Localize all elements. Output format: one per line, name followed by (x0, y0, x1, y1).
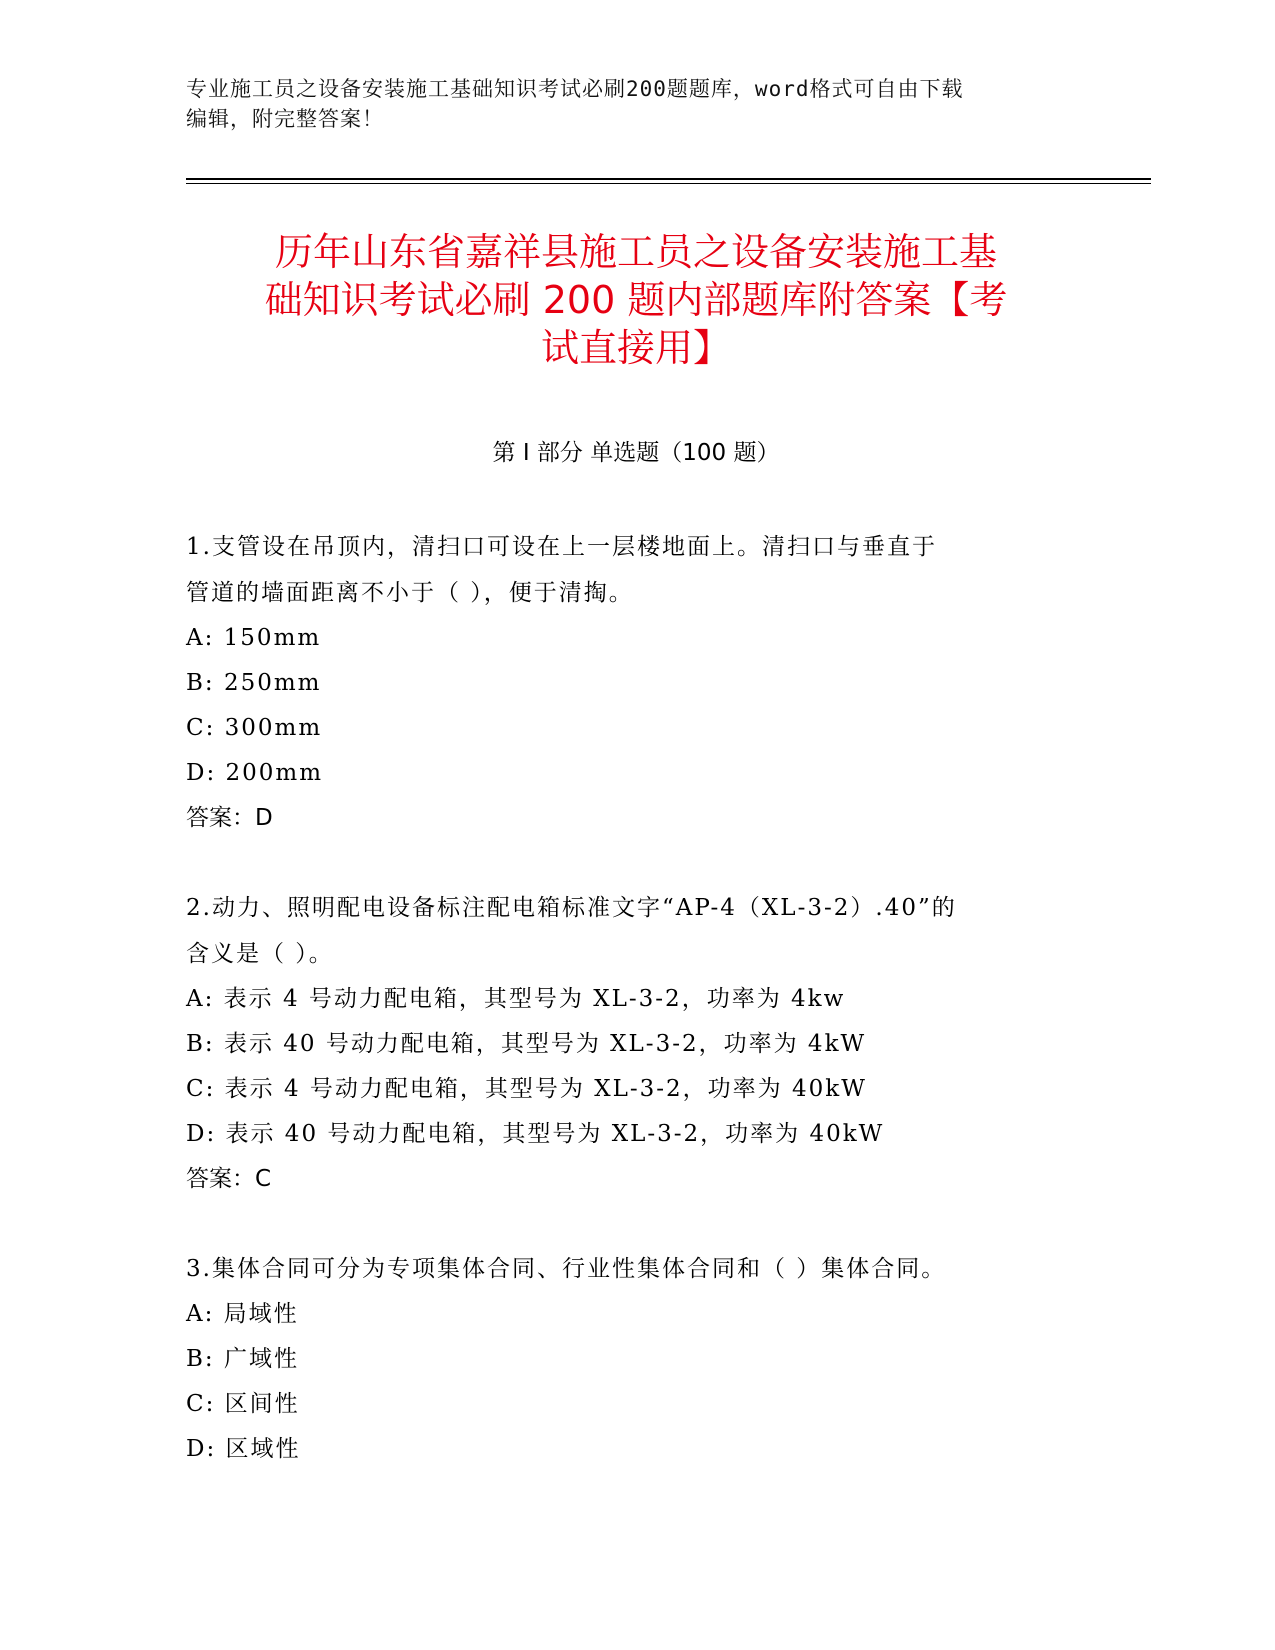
option-d: D: 区域性 (186, 1436, 301, 1462)
question-2 (186, 885, 1086, 1202)
option-a: A: 局域性 (186, 1301, 299, 1327)
question-stem: 3.集体合同可分为专项集体合同、行业性集体合同和（ ）集体合同。 (186, 1256, 947, 1282)
option-c: C: 区间性 (186, 1391, 300, 1417)
option-c: C: 表示 4 号动力配电箱，其型号为 XL-3-2，功率为 40kW (186, 1076, 867, 1102)
document-title-line-2: 础知识考试必刷 200 题内部题库附答案【考 (264, 278, 1008, 322)
document-title-line-3: 试直接用】 (540, 326, 731, 370)
option-a: A: 150mm (186, 625, 322, 651)
option-b: B: 广域性 (186, 1346, 299, 1372)
header-note-line-1: 专业施工员之设备安装施工基础知识考试必刷200题题库，word格式可自由下载 (186, 77, 964, 101)
answer-label: 答案：D (186, 805, 273, 831)
header-divider-thin (186, 183, 1151, 184)
question-stem: 管道的墙面距离不小于（ ），便于清掏。 (186, 580, 634, 606)
option-c: C: 300mm (186, 715, 323, 741)
document-title (186, 228, 1086, 372)
answer-label: 答案：C (186, 1166, 272, 1192)
question-3 (186, 1246, 1086, 1472)
option-b: B: 250mm (186, 670, 322, 696)
question-stem: 含义是（ ）。 (186, 941, 334, 967)
option-b: B: 表示 40 号动力配电箱，其型号为 XL-3-2，功率为 4kW (186, 1031, 867, 1057)
question-stem: 1.支管设在吊顶内，清扫口可设在上一层楼地面上。清扫口与垂直于 (186, 534, 937, 560)
header-divider-thick (186, 178, 1151, 180)
question-stem: 2.动力、照明配电设备标注配电箱标准文字“AP-4（XL-3-2）.40”的 (186, 895, 957, 921)
header-note-line-2: 编辑，附完整答案！ (186, 107, 384, 131)
question-list (186, 524, 1086, 1516)
option-d: D: 表示 40 号动力配电箱，其型号为 XL-3-2，功率为 40kW (186, 1121, 885, 1147)
option-a: A: 表示 4 号动力配电箱，其型号为 XL-3-2，功率为 4kw (186, 986, 846, 1012)
document-title-line-1: 历年山东省嘉祥县施工员之设备安装施工基 (274, 230, 997, 274)
question-1 (186, 524, 1086, 841)
option-d: D: 200mm (186, 760, 324, 786)
section-heading: 第 I 部分 单选题（100 题） (492, 440, 780, 466)
header-note (186, 74, 1066, 134)
